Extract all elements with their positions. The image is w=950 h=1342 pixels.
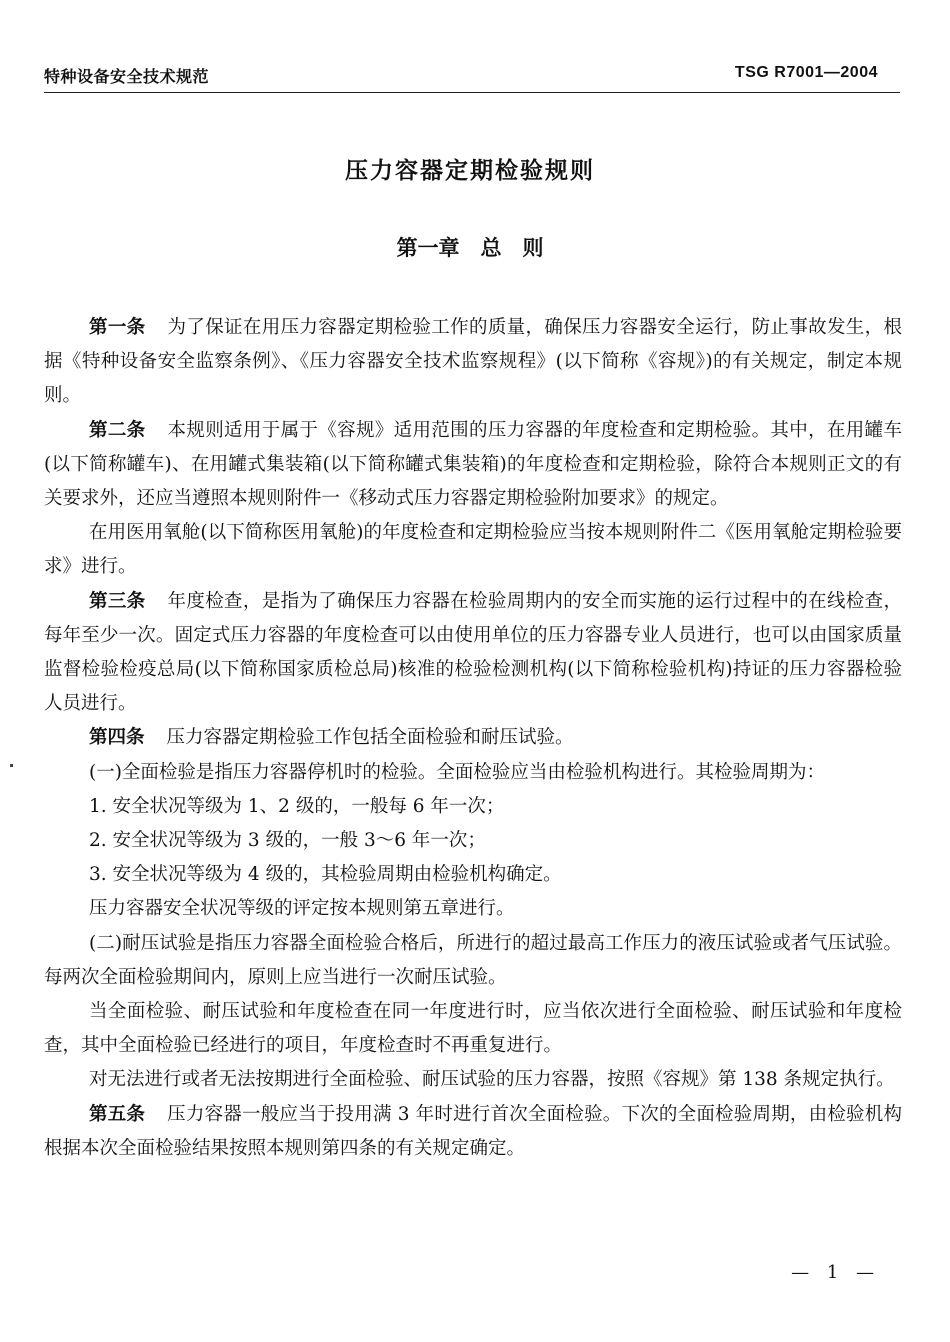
paragraph xyxy=(44,824,902,858)
paragraph-text: 2. 安全状况等级为 3 级的，一般 3～6 年一次； xyxy=(89,830,486,852)
paragraph-text: 在用医用氧舱(以下简称医用氧舱)的年度检查和定期检验应当按本规则附件二《医用氧舱定期检验要求》进行。 xyxy=(44,522,902,578)
page-number: — 1 — xyxy=(791,1262,880,1283)
paragraph-text: 压力容器安全状况等级的评定按本规则第五章进行。 xyxy=(89,898,515,920)
article-label: 第五条 xyxy=(89,1103,146,1125)
paragraph xyxy=(44,995,902,1063)
paragraph xyxy=(44,927,902,995)
body-text xyxy=(44,311,902,1166)
paragraph xyxy=(44,1098,902,1166)
paragraph-text: (二)耐压试验是指压力容器全面检验合格后，所进行的超过最高工作压力的液压试验或者气压试验。每两次全面检验期间内，原则上应当进行一次耐压试验。 xyxy=(44,932,902,988)
chapter-heading: 第一章 总 则 xyxy=(396,236,544,260)
running-header xyxy=(44,62,902,90)
document-title: 压力容器定期检验规则 xyxy=(345,158,595,184)
paragraph xyxy=(44,721,902,755)
article-label: 第二条 xyxy=(89,419,146,441)
paragraph-text: 年度检查，是指为了确保压力容器在检验周期内的安全而实施的运行过程中的在线检查，每年至少一次。固定式压力容器的年度检查可以由使用单位的压力容器专业人员进行，也可以由国家质量监督检验检疫总局(以下简称国家质检总局)核准的检验检测机构(以下简称检验机构)持证的压力容器检验人员进行。 xyxy=(44,590,902,715)
paragraph xyxy=(44,756,902,790)
paragraph xyxy=(44,516,902,584)
article-label: 第四条 xyxy=(89,727,145,749)
article-label: 第三条 xyxy=(89,590,146,612)
paragraph xyxy=(44,414,902,517)
header-divider xyxy=(44,92,900,93)
paragraph xyxy=(44,858,902,892)
paragraph xyxy=(44,1063,902,1097)
scan-speck xyxy=(10,764,13,767)
paragraph-text: 3. 安全状况等级为 4 级的，其检验周期由检验机构确定。 xyxy=(89,864,562,886)
paragraph-text: 为了保证在用压力容器定期检验工作的质量，确保压力容器安全运行，防止事故发生，根据《特种设备安全监察条例》、《压力容器安全技术监察规程》(以下简称《容规》)的有关规定，制定本规则。 xyxy=(44,317,902,407)
paragraph xyxy=(44,790,902,824)
paragraph-text: 压力容器一般应当于投用满 3 年时进行首次全面检验。下次的全面检验周期，由检验机构根据本次全面检验结果按照本规则第四条的有关规定确定。 xyxy=(44,1103,902,1159)
paragraph xyxy=(44,311,902,414)
paragraph-text: 对无法进行或者无法按期进行全面检验、耐压试验的压力容器，按照《容规》第 138 条规定执行。 xyxy=(89,1069,895,1091)
paragraph-text: 本规则适用于属于《容规》适用范围的压力容器的年度检查和定期检验。其中，在用罐车(以下简称罐车)、在用罐式集装箱(以下简称罐式集装箱)的年度检查和定期检验，除符合本规则正文的有关要求外，还应当遵照本规则附件一《移动式压力容器定期检验附加要求》的规定。 xyxy=(44,419,902,510)
header-series-title: 特种设备安全技术规范 xyxy=(44,67,210,86)
paragraph-text: 压力容器定期检验工作包括全面检验和耐压试验。 xyxy=(166,727,574,749)
header-standard-code: TSG R7001—2004 xyxy=(734,64,878,81)
paragraph-text: (一)全面检验是指压力容器停机时的检验。全面检验应当由检验机构进行。其检验周期为： xyxy=(89,761,825,783)
paragraph-text: 1. 安全状况等级为 1、2 级的，一般每 6 年一次； xyxy=(89,795,505,817)
paragraph-text: 当全面检验、耐压试验和年度检查在同一年度进行时，应当依次进行全面检验、耐压试验和年度检查，其中全面检验已经进行的项目，年度检查时不再重复进行。 xyxy=(44,1001,902,1057)
paragraph xyxy=(44,585,902,722)
paragraph xyxy=(44,892,902,926)
article-label: 第一条 xyxy=(89,317,146,338)
